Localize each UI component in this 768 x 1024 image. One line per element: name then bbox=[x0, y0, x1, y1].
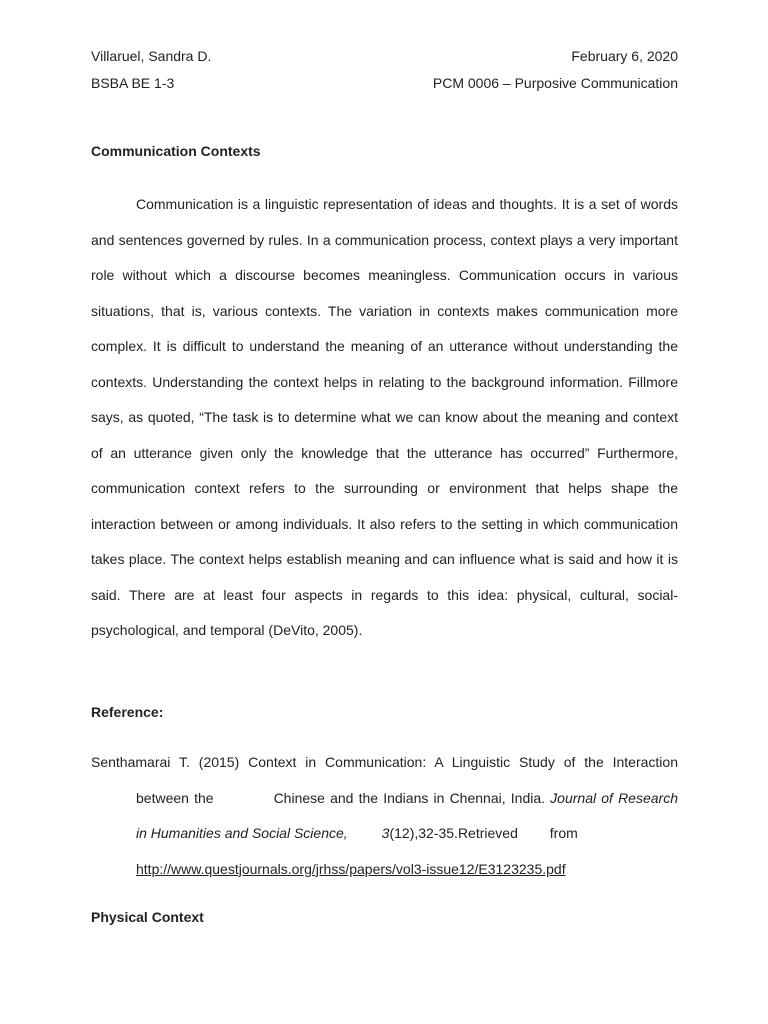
citation-part-2: Chinese and the Indians in Chennai, India. bbox=[273, 789, 546, 806]
header-row-1 bbox=[91, 46, 678, 66]
header-row-2 bbox=[91, 73, 678, 93]
reference-heading: Reference: bbox=[91, 704, 164, 720]
retrieved-from: from bbox=[549, 825, 578, 841]
reference-link[interactable]: http://www.questjournals.org/jrhss/papers/vol3-issue12/E3123235.pdf bbox=[136, 860, 566, 877]
journal-volume: 3 bbox=[381, 825, 390, 841]
course-title: PCM 0006 – Purposive Communication bbox=[432, 75, 678, 91]
physical-context-heading: Physical Context bbox=[91, 909, 204, 925]
author-name: Villaruel, Sandra D. bbox=[91, 48, 212, 64]
journal-title: Journal of Research in Humanities and Social Science, bbox=[136, 789, 678, 841]
document-date: February 6, 2020 bbox=[571, 48, 678, 64]
citation-part-1: Senthamarai T. (2015) Context in Communication: A Linguistic Study of the Interaction between the bbox=[91, 754, 678, 806]
student-section: BSBA BE 1-3 bbox=[91, 75, 175, 91]
document-page bbox=[91, 0, 678, 1024]
journal-pages: (12),32-35.Retrieved bbox=[389, 825, 518, 841]
section-heading: Communication Contexts bbox=[91, 143, 261, 159]
body-paragraph: Communication is a linguistic representation of ideas and thoughts. It is a set of words and sentences governed by rules. In a communication process, context plays a very important role without which a discourse becomes meaningless. Communication occurs in various situations, that is, various contexts. The variation in contexts makes communication more complex. It is difficult to understand the meaning of an utterance without understanding the contexts. Understanding the context helps in relating to the background information. Fillmore says, as quoted, “The task is to determine what we can know about the meaning and context of an utterance given only the knowledge that the utterance has occurred” Furthermore, communication context refers to the surrounding or environment that helps shape the interaction between or among individuals. It also refers to the setting in which communication takes place. The context helps establish meaning and can influence what is said and how it is said. There are at least four aspects in regards to this idea: physical, cultural, social-psychological, and temporal (DeVito, 2005). bbox=[91, 196, 678, 638]
reference-citation bbox=[91, 745, 678, 887]
